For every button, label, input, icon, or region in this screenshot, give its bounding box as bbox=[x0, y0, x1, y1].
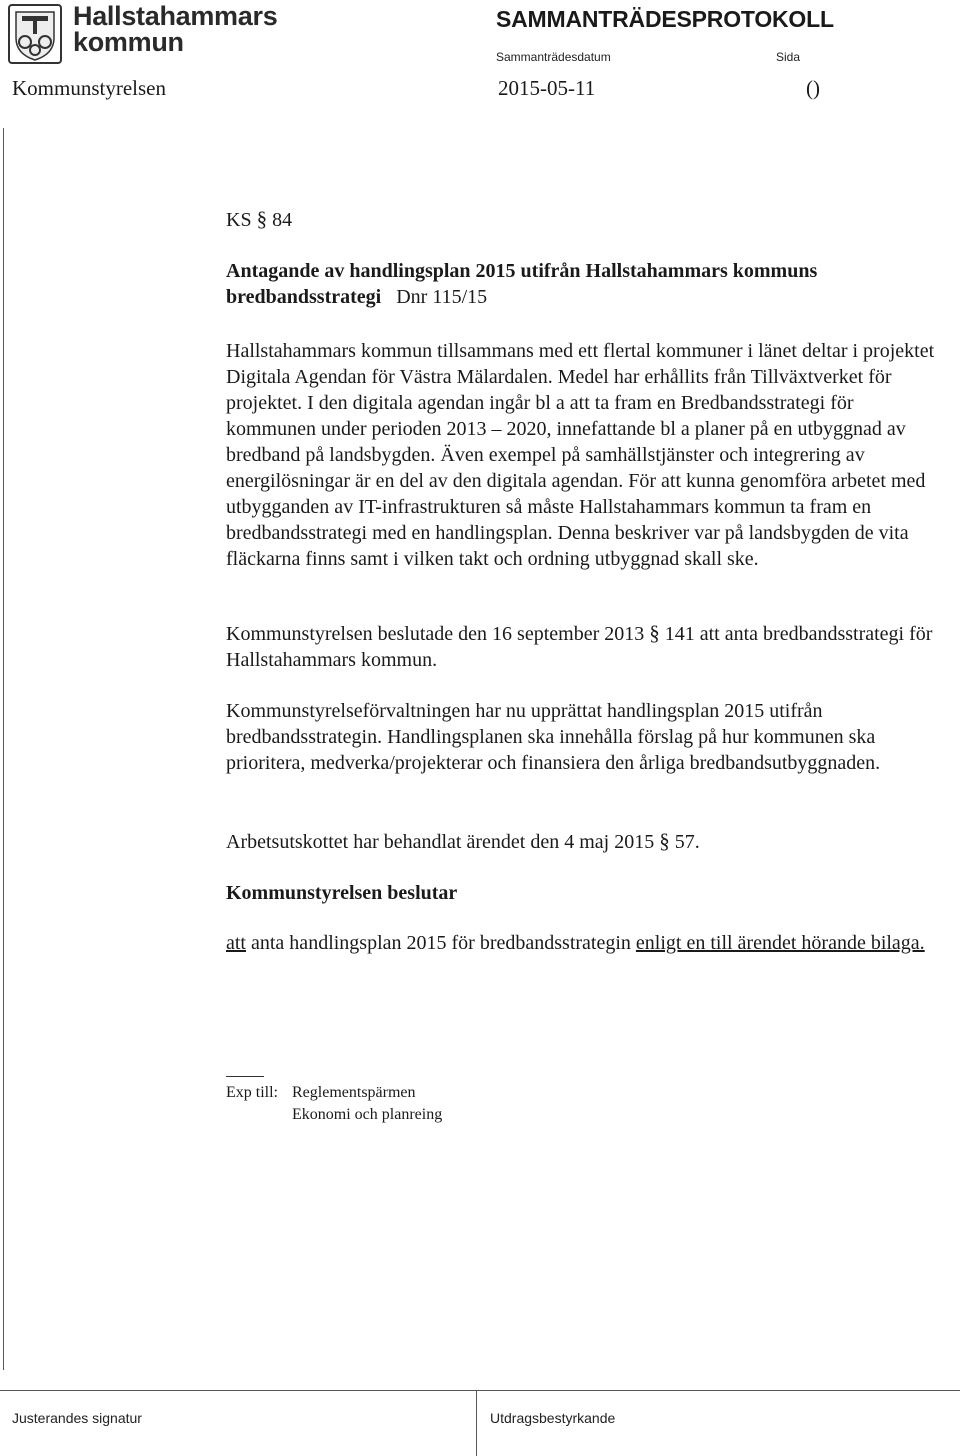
municipality-crest-icon bbox=[8, 4, 62, 64]
meeting-date: 2015-05-11 bbox=[498, 76, 596, 100]
signature-label: Justerandes signatur bbox=[12, 1410, 142, 1426]
committee-review-paragraph: Arbetsutskottet har behandlat ärendet den 4 maj 2015 § 57. bbox=[226, 829, 700, 853]
previous-decision-paragraph: Kommunstyrelsen beslutade den 16 september 2013 § 141 att anta bredbandsstrategi för Hallstahammars kommun. bbox=[226, 621, 933, 671]
footer-divider bbox=[476, 1390, 477, 1456]
meeting-date-label: Sammanträdesdatum bbox=[496, 50, 611, 64]
distribution-recipient: Reglementspärmen bbox=[292, 1084, 416, 1101]
left-margin-rule bbox=[3, 128, 4, 1370]
case-reference-number: Dnr 115/15 bbox=[396, 286, 488, 308]
distribution-recipient: Ekonomi och planreing bbox=[292, 1106, 443, 1123]
distribution-label: Exp till: bbox=[226, 1084, 278, 1101]
footer-rule bbox=[0, 1390, 960, 1391]
distribution-list bbox=[226, 1082, 442, 1126]
section-number: KS § 84 bbox=[226, 207, 293, 231]
decision-heading: Kommunstyrelsen beslutar bbox=[226, 882, 458, 904]
distribution-rule bbox=[226, 1076, 264, 1077]
document-type-title: SAMMANTRÄDESPROTOKOLL bbox=[496, 6, 834, 32]
decision-text: att anta handlingsplan 2015 för bredbandsstrategin enligt en till ärendet hörande bilaga. bbox=[226, 932, 925, 954]
municipality-logo-text: Hallstahammars kommun bbox=[73, 1, 278, 57]
page-label: Sida bbox=[776, 50, 801, 64]
certification-label: Utdragsbestyrkande bbox=[490, 1410, 616, 1426]
committee-name: Kommunstyrelsen bbox=[12, 76, 166, 100]
case-title: Antagande av handlingsplan 2015 utifrån Hallstahammars kommuns bredbandsstrategi Dnr 115/15 bbox=[226, 260, 818, 308]
background-paragraph: Hallstahammars kommun tillsammans med ett flertal kommuner i länet deltar i projektet Digitala Agendan för Västra Mälardalen. Medel har erhållits från Tillväxtverket för projektet. I den digitala agendan ingår bl a att ta fram en Bredbandsstrategi för kommunen under perioden 2013 – 2020, innefattande bl a planer på en utbyggnad av bredband på landsbygden. Även exempel på samhällstjänster och integrering av energilösningar är en del av den digitala agendan. För att kunna genomföra arbetet med utbygganden av IT-infrastrukturen så måste Hallstahammars kommun ta fram en bredbandsstrategi med en handlingsplan. Denna beskriver var på landsbygden de vita fläckarna finns samt i vilken takt och ordning utbyggnad skall ske. bbox=[226, 340, 935, 570]
administration-paragraph: Kommunstyrelseförvaltningen har nu upprättat handlingsplan 2015 utifrån bredbandsstrategin. Handlingsplanen ska innehålla förslag på hur kommunen ska prioritera, medverka/projekterar och finansiera den årliga bredbandsutbyggnaden. bbox=[226, 700, 881, 774]
page-number: () bbox=[806, 76, 820, 100]
